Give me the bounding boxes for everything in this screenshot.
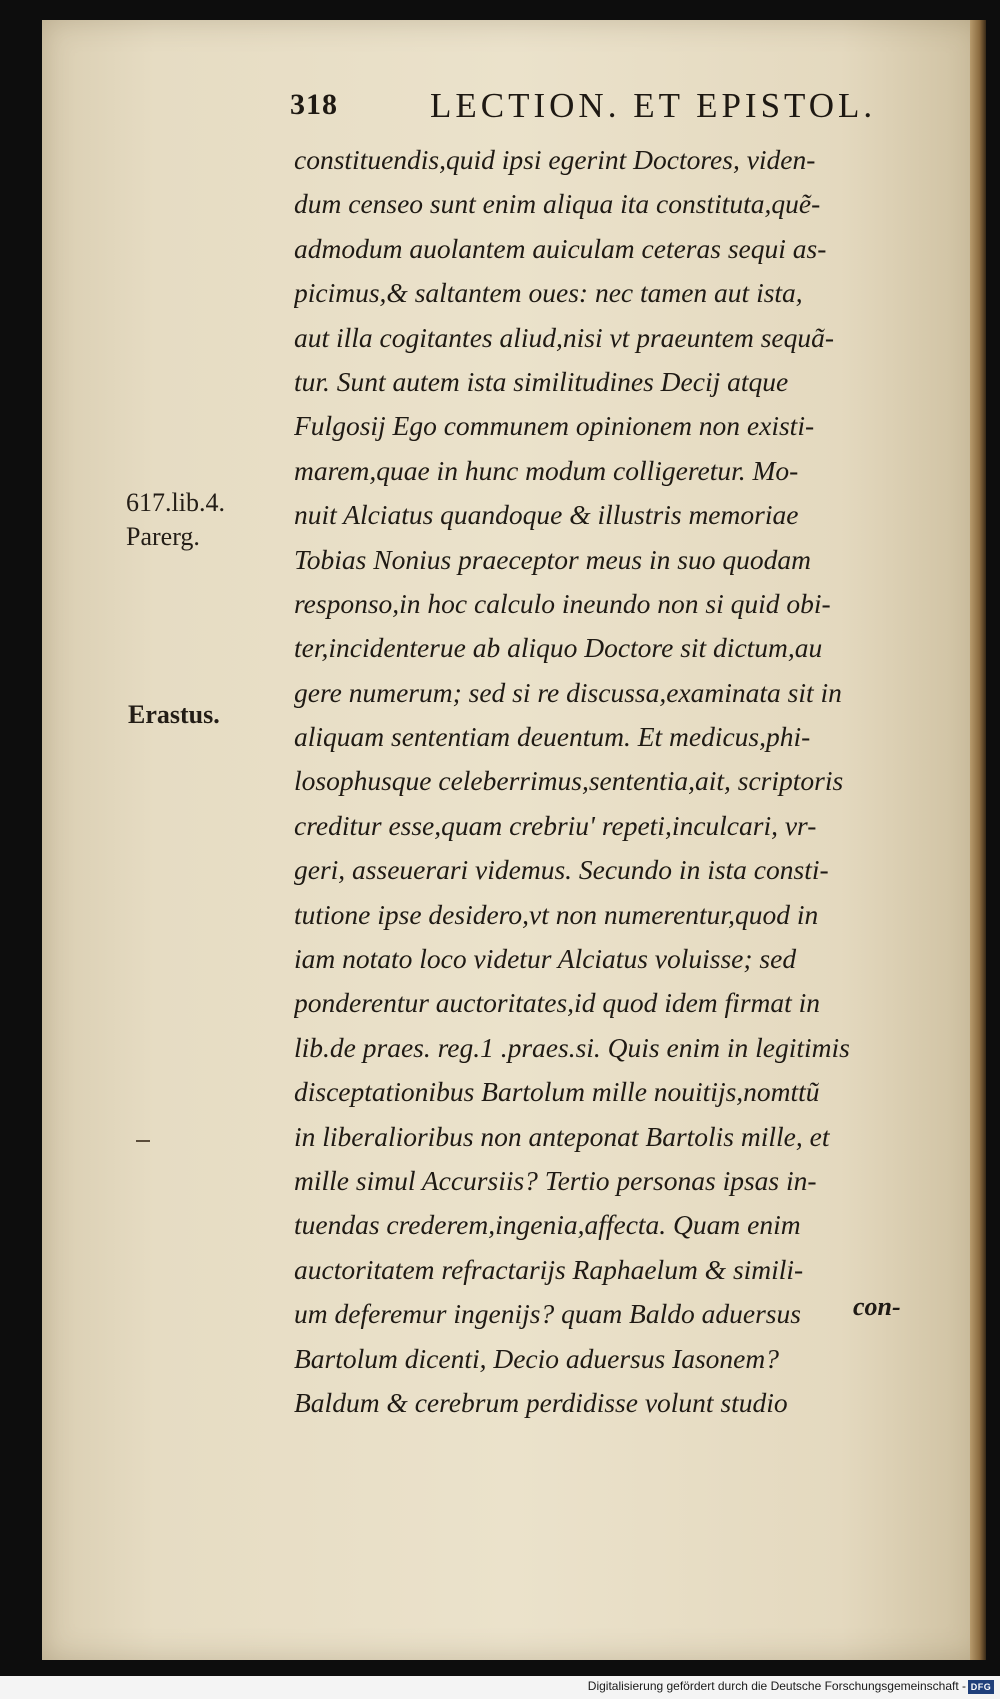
text-line: losophusque celeberrimus,sententia,ait, scriptoris	[294, 765, 844, 797]
margin-note-erastus: Erastus.	[128, 700, 220, 729]
page-number: 318	[290, 88, 338, 121]
margin-note-reference-line-1: 617.lib.4.	[126, 488, 225, 517]
text-line: ponderentur auctoritates,id quod idem firmat in	[294, 987, 821, 1019]
running-head	[290, 86, 910, 132]
text-line: Baldum & cerebrum perdidisse volunt studio	[294, 1386, 788, 1418]
footer-credit: Digitalisierung gefördert durch die Deutsche Forschungsgemeinschaft -	[587, 1679, 966, 1693]
text-line: admodum auolantem auiculam ceteras sequi as-	[294, 232, 827, 264]
text-line: tutione ipse desidero,vt non numerentur,quod in	[294, 898, 819, 930]
text-line: marem,quae in hunc modum colligeretur. Mo-	[294, 454, 799, 486]
text-line: mille simul Accursiis? Tertio personas ipsas in-	[294, 1164, 817, 1196]
text-line: auctoritatem refractarijs Raphaelum & simili-	[294, 1253, 804, 1285]
text-line: nuit Alciatus quandoque & illustris memoriae	[294, 499, 799, 531]
text-line: in liberalioribus non anteponat Bartolis mille, et	[294, 1120, 830, 1152]
margin-note-reference	[126, 486, 225, 554]
catchword: con-	[853, 1292, 901, 1321]
text-line: creditur esse,quam crebriu' repeti,inculcari, vr-	[294, 809, 817, 841]
text-line: Bartolum dicenti, Decio aduersus Iasonem?	[294, 1342, 779, 1374]
text-line: iam notato loco videtur Alciatus voluisse; sed	[294, 943, 797, 975]
text-line: picimus,& saltantem oues: nec tamen aut ista,	[294, 277, 803, 309]
text-line: aut illa cogitantes aliud,nisi vt praeuntem sequã-	[294, 321, 835, 353]
text-line: tuendas crederem,ingenia,affecta. Quam enim	[294, 1209, 801, 1241]
text-line: Tobias Nonius praeceptor meus in suo quodam	[294, 543, 811, 575]
text-line: geri, asseuerari videmus. Secundo in ista consti-	[294, 854, 829, 886]
text-line: tur. Sunt autem ista similitudines Decij atque	[294, 365, 789, 397]
text-line: dum censeo sunt enim aliqua ita constituta,quẽ-	[294, 188, 821, 220]
text-line: ter,incidenterue ab aliquo Doctore sit dictum,au	[294, 632, 823, 664]
body-text	[294, 138, 949, 1425]
text-line: um deferemur ingenijs? quam Baldo aduersus	[294, 1298, 801, 1330]
running-head-title: LECTION. ET EPISTOL.	[430, 86, 877, 125]
text-line: disceptationibus Bartolum mille nouitijs,nomttũ	[294, 1076, 820, 1108]
text-line: constituendis,quid ipsi egerint Doctores, viden-	[294, 144, 816, 175]
text-line: gere numerum; sed si re discussa,examinata sit in	[294, 676, 842, 708]
text-line: aliquam sententiam deuentum. Et medicus,phi-	[294, 721, 811, 753]
page-edge-shadow	[970, 20, 986, 1660]
dfg-logo: DFG	[968, 1680, 994, 1694]
text-line: Fulgosij Ego communem opinionem non existi-	[294, 410, 815, 442]
margin-note-reference-line-2: Parerg.	[126, 522, 200, 551]
text-line: lib.de praes. reg.1 .praes.si. Quis enim in legitimis	[294, 1031, 850, 1063]
text-line: responso,in hoc calculo ineundo non si quid obi-	[294, 587, 831, 619]
ink-mark	[136, 1140, 150, 1142]
